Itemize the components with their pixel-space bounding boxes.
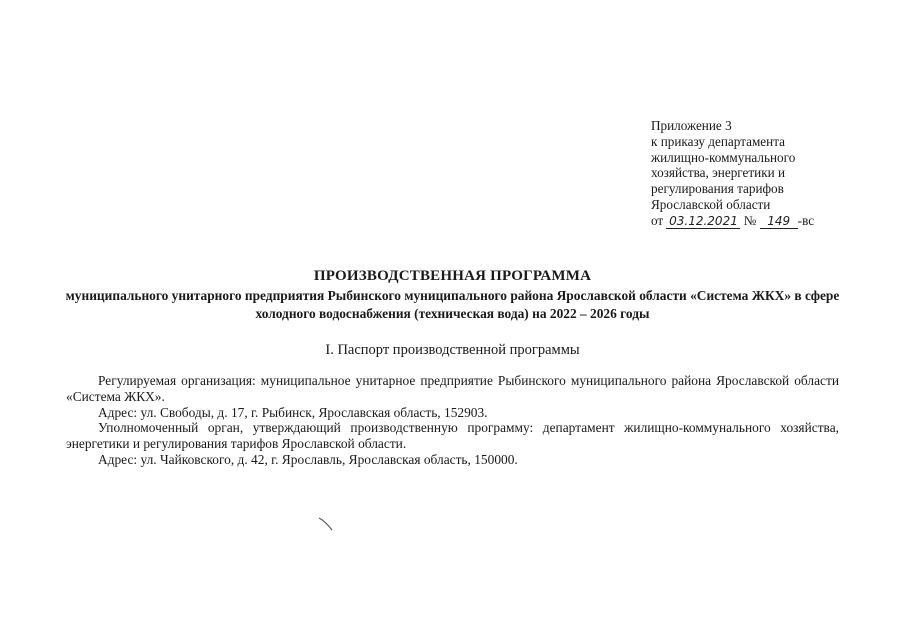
handwritten-number: 149 xyxy=(760,215,798,229)
appendix-line: к приказу департамента xyxy=(651,133,785,149)
document-subtitle: муниципального унитарного предприятия Рыбинского муниципального района Ярославской области «Система ЖКХ» в сфере холодного водоснабжения (техническая вода) на 2022 – 2026 годы xyxy=(65,288,840,321)
body-paragraph: Регулируемая организация: муниципальное унитарное предприятие Рыбинского муниципального района Ярославской области «Система ЖКХ». xyxy=(66,373,839,404)
number-suffix: -вс xyxy=(797,212,815,228)
document-body xyxy=(66,373,839,468)
from-label: от xyxy=(651,212,664,228)
appendix-line: хозяйства, энергетики и xyxy=(651,165,786,181)
section-heading: I. Паспорт производственной программы xyxy=(325,342,580,358)
appendix-line: Приложение 3 xyxy=(651,118,732,133)
body-paragraph: Адрес: ул. Свободы, д. 17, г. Рыбинск, Ярославская область, 152903. xyxy=(98,404,488,420)
pen-stroke-mark xyxy=(317,515,335,533)
appendix-line: регулирования тарифов xyxy=(651,181,784,197)
body-paragraph: Уполномоченный орган, утверждающий производственную программу: департамент жилищно-коммунального хозяйства, энергетики и регулирования тарифов Ярославской области. xyxy=(66,420,839,452)
document-title: ПРОИЗВОДСТВЕННАЯ ПРОГРАММА xyxy=(313,268,592,284)
number-label: № xyxy=(743,212,757,228)
appendix-line: Ярославской области xyxy=(651,196,771,212)
handwritten-date: 03.12.2021 xyxy=(666,215,740,229)
body-paragraph: Адрес: ул. Чайковского, д. 42, г. Ярославль, Ярославская область, 150000. xyxy=(98,451,518,467)
appendix-block xyxy=(651,118,814,229)
appendix-line: жилищно-коммунального xyxy=(651,149,796,165)
appendix-date-line xyxy=(651,213,814,229)
